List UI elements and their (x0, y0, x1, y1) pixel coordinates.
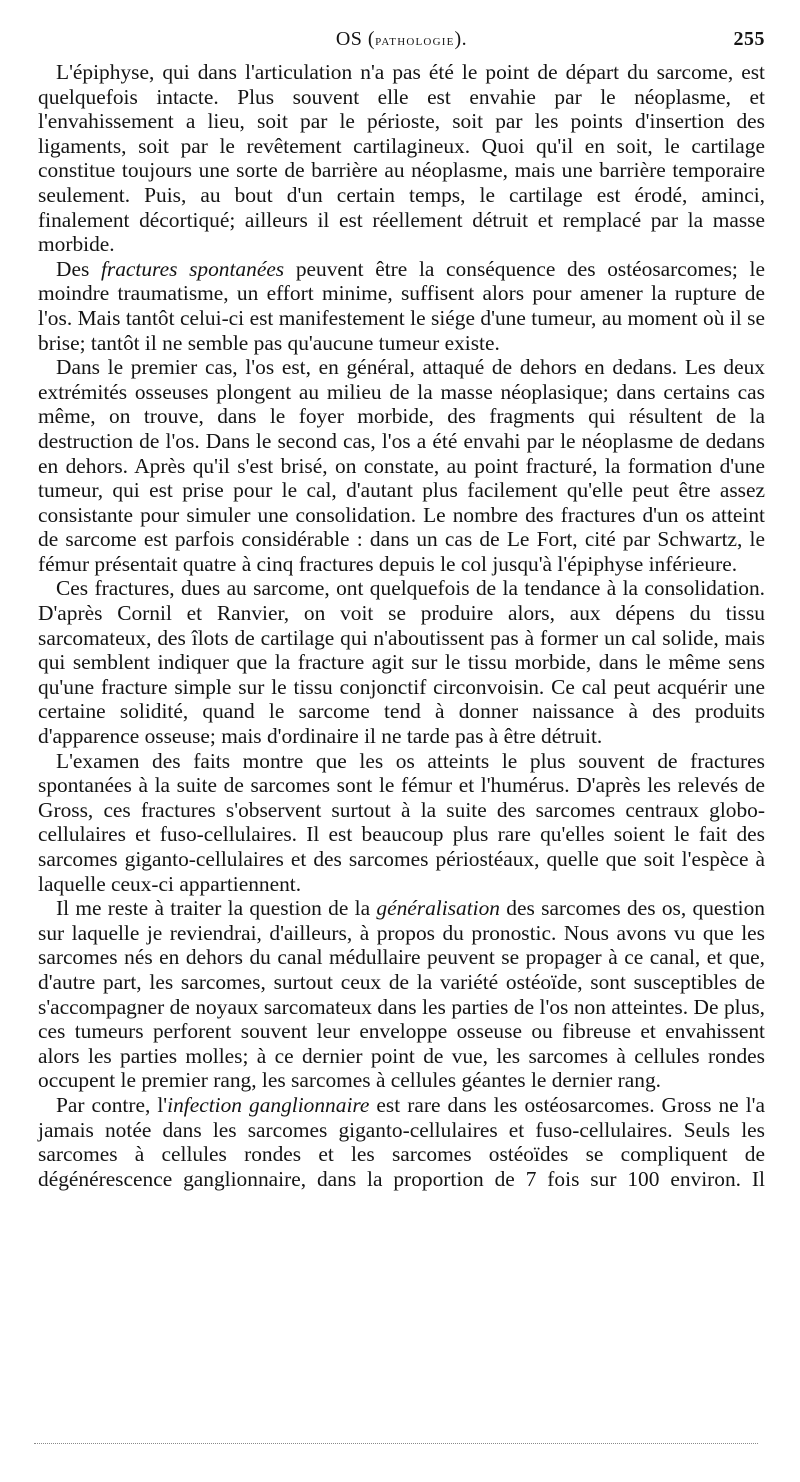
paragraph-premier-cas (38, 355, 765, 576)
paragraph-infection-ganglionnaire (38, 1093, 765, 1191)
paragraph-generalisation (38, 896, 765, 1093)
paragraph-text: Des (56, 256, 101, 281)
running-head (38, 26, 765, 60)
italic-term: généralisation (376, 896, 500, 921)
paragraph-fractures-spontanees (38, 257, 765, 355)
paragraph-text: L'examen des faits montre que les os atteints le plus souvent de fractures spontanées à la suite de sarcomes sont le fémur et l'humérus. D'après les relevés de Gross, ces fractures s'observent surtout à la suite des sarcomes centraux globo-cellulaires et fuso-cellulaires. Il est beaucoup plus rare qu'elles soient le fait des sarcomes giganto-cellulaires et des sarcomes périostéaux, quelle que soit l'espèce à laquelle ceux-ci appartiennent. (38, 748, 765, 896)
running-head-title-smallcaps: pathologie (375, 32, 455, 49)
paragraph-text: Dans le premier cas, l'os est, en général, attaqué de dehors en dedans. Les deux extrémités osseuses plongent au milieu de la masse néoplasique; dans certains cas même, on trouve, dans le foyer morbide, des fragments qui résultent de la destruction de l'os. Dans le second cas, l'os a été envahi par le néoplasme de dedans en dehors. Après qu'il s'est brisé, on constate, au point fracturé, la formation d'une tumeur, qui est prise pour le cal, d'autant plus facilement qu'elle peut être assez consistante pour simuler une consolidation. Le nombre des fractures d'un os atteint de sarcome est parfois considérable : dans un cas de Le Fort, cité par Schwartz, le fémur présentait quatre à cinq fractures depuis le col jusqu'à l'épiphyse inférieure. (38, 355, 765, 576)
page-number: 255 (733, 28, 765, 50)
paragraph-text: Il me reste à traiter la question de la (56, 896, 377, 921)
paragraph-text: Ces fractures, dues au sarcome, ont quelquefois de la tendance à la consolidation. D'après Cornil et Ranvier, on voit se produire alors, aux dépens du tissu sarcomateux, des îlots de cartilage qui n'aboutissent pas à former un cal solide, mais qui semblent indiquer que la fracture agit sur le tissu morbide, dans le même sens qu'une fracture simple sur le tissu conjonctif circonvoisin. Ce cal peut acquérir une certaine solidité, quand le sarcome tend à donner naissance à des produits d'apparence osseuse; mais d'ordinaire il ne tarde pas à être détruit. (38, 576, 765, 749)
document-page (38, 26, 765, 1191)
paragraph-epiphyse (38, 60, 765, 257)
footer-dotted-rule (34, 1443, 758, 1444)
paragraph-text: est rare dans les ostéosarcomes. Gross ne l'a jamais notée dans les sarcomes giganto-cellulaires et fuso-cellulaires. Seuls les sarcomes à cellules rondes et les sarcomes ostéoïdes se compliquent de dégénérescence ganglionnaire, dans la proportion de 7 fois sur 100 environ. Il (38, 1092, 765, 1191)
paragraph-consolidation (38, 576, 765, 748)
running-head-title-main: OS ( (335, 28, 376, 50)
paragraph-examen-faits (38, 749, 765, 897)
body-text (38, 60, 765, 1191)
italic-term: infection ganglionnaire (167, 1092, 370, 1117)
running-head-title-end: ). (454, 28, 468, 50)
paragraph-text: L'épiphyse, qui dans l'articulation n'a pas été le point de départ du sarcome, est quelquefois intacte. Plus souvent elle est envahie par le néoplasme, et l'envahissement a lieu, soit par le périoste, soit par les points d'insertion des ligaments, soit par le revêtement cartilagineux. Quoi qu'il en soit, le cartilage constitue toujours une sorte de barrière au néoplasme, mais une barrière temporaire seulement. Puis, au bout d'un certain temps, le cartilage est érodé, aminci, finalement décortiqué; ailleurs il est réellement détruit et remplacé par la masse morbide. (38, 60, 765, 257)
running-head-title (38, 28, 765, 51)
paragraph-text: peuvent être la conséquence des ostéosarcomes; le moindre traumatisme, un effort minime, suffisent alors pour amener la rupture de l'os. Mais tantôt celui-ci est manifestement le siége d'une tumeur, au moment où il se brise; tantôt il ne semble pas qu'aucune tumeur existe. (38, 256, 765, 355)
italic-term: fractures spontanées (100, 256, 285, 281)
paragraph-text: des sarcomes des os, question sur laquelle je reviendrai, d'ailleurs, à propos du pronostic. Nous avons vu que les sarcomes nés en dehors du canal médullaire peuvent se propager à ce canal, et que, d'autre part, les sarcomes, surtout ceux de la variété ostéoïde, sont susceptibles de s'accompagner de noyaux sarcomateux dans les parties de l'os non atteintes. De plus, ces tumeurs perforent souvent leur enveloppe osseuse ou fibreuse et envahissent alors les parties molles; à ce dernier point de vue, les sarcomes à cellules rondes occupent le premier rang, les sarcomes à cellules géantes le dernier rang. (38, 896, 765, 1093)
paragraph-text: Par contre, l' (56, 1092, 168, 1117)
